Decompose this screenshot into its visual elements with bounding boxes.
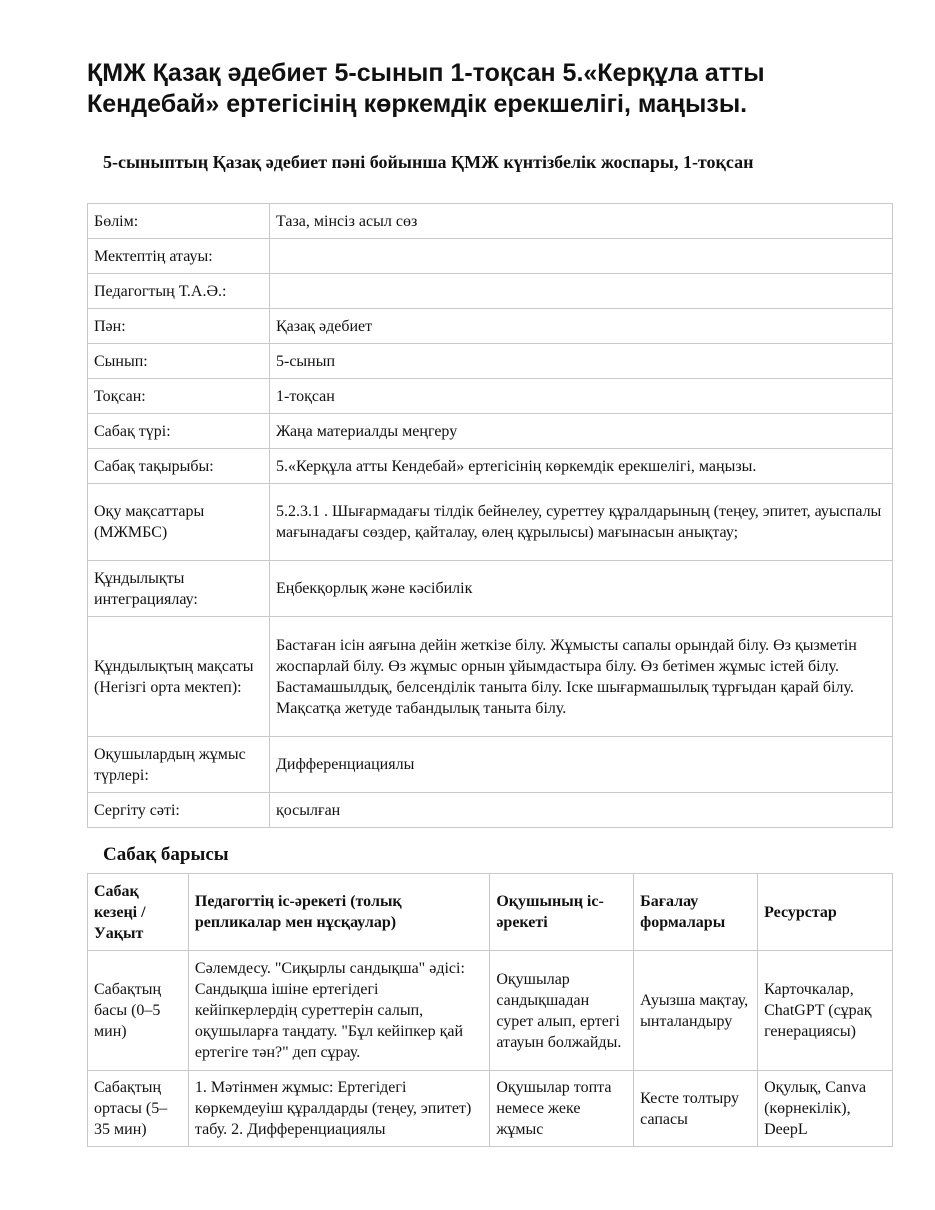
header-resources: Ресурстар (758, 874, 893, 951)
info-row (88, 204, 893, 239)
lesson-info-table (87, 203, 893, 828)
info-label: Оқу мақсаттары (МЖМБС) (88, 484, 270, 561)
lesson-student: Оқушылар топта немесе жеке жұмыс (490, 1071, 634, 1147)
info-value: 5-сынып (270, 344, 893, 379)
lesson-row (88, 1071, 893, 1147)
info-label: Пән: (88, 309, 270, 344)
lesson-student: Оқушылар сандықшадан сурет алып, ертегі атауын болжайды. (490, 951, 634, 1071)
info-row (88, 414, 893, 449)
info-value: Жаңа материалды меңгеру (270, 414, 893, 449)
info-row (88, 561, 893, 617)
info-label: Бөлім: (88, 204, 270, 239)
info-row (88, 274, 893, 309)
info-label: Сабақ тақырыбы: (88, 449, 270, 484)
info-value: 5.«Керқұла атты Кендебай» ертегісінің көркемдік ерекшелігі, маңызы. (270, 449, 893, 484)
lesson-teacher: 1. Мәтінмен жұмыс: Ертегідегі көркемдеуіш құралдарды (теңеу, эпитет) табу. 2. Дифференциациялы (188, 1071, 489, 1147)
info-value: Еңбекқорлық және кәсібилік (270, 561, 893, 617)
lesson-teacher: Сәлемдесу. "Сиқырлы сандықша" әдісі: Сандықша ішіне ертегідегі кейіпкерлердің суреттерін салып, оқушыларға таңдату. "Бұл кейіпкер қай ертегіге тән?" деп сұрау. (188, 951, 489, 1071)
header-teacher: Педагогтің іс-әрекеті (толық репликалар мен нұсқаулар) (188, 874, 489, 951)
info-value: 1-тоқсан (270, 379, 893, 414)
lesson-assessment: Кесте толтыру сапасы (634, 1071, 758, 1147)
info-label: Мектептің атауы: (88, 239, 270, 274)
info-value (270, 274, 893, 309)
info-value: 5.2.3.1 . Шығармадағы тілдік бейнелеу, суреттеу құралдарының (теңеу, эпитет, ауыспалы мағынадағы сөздер, қайталау, өлең құрылысы) мағынасын анықтау; (270, 484, 893, 561)
lesson-stage: Сабақтың басы (0–5 мин) (88, 951, 189, 1071)
info-value: Қазақ әдебиет (270, 309, 893, 344)
lesson-stage: Сабақтың ортасы (5–35 мин) (88, 1071, 189, 1147)
info-label: Сергіту сәті: (88, 793, 270, 828)
info-value: Таза, мінсіз асыл сөз (270, 204, 893, 239)
lesson-flow-table (87, 873, 893, 1147)
header-assessment: Бағалау формалары (634, 874, 758, 951)
info-row (88, 484, 893, 561)
info-label: Тоқсан: (88, 379, 270, 414)
info-label: Құндылықты интеграциялау: (88, 561, 270, 617)
info-value (270, 239, 893, 274)
info-row (88, 379, 893, 414)
info-row (88, 344, 893, 379)
info-row (88, 793, 893, 828)
info-value: Бастаған ісін аяғына дейін жеткізе білу. Жұмысты сапалы орындай білу. Өз қызметін жоспарлай білу. Өз жұмыс орнын ұйымдастыра білу. Өз бетімен жұмыс істей білу. Бастамашылдық, белсенділік таныта білу. Іске шығармашылық тұрғыдан қарай білу. Мақсатқа жетуде табандылық таныта білу. (270, 617, 893, 737)
document-title: ҚМЖ Қазақ әдебиет 5-сынып 1-тоқсан 5.«Керқұла атты Кендебай» ертегісінің көркемдік ерекшелігі, маңызы. (87, 59, 765, 118)
lesson-row (88, 951, 893, 1071)
info-row (88, 239, 893, 274)
info-row (88, 737, 893, 793)
lesson-resources: Карточкалар, ChatGPT (сұрақ генерациясы) (758, 951, 893, 1071)
header-stage: Сабақ кезеңі / Уақыт (88, 874, 189, 951)
header-student: Оқушының іс-әрекеті (490, 874, 634, 951)
plan-subtitle: 5-сыныптың Қазақ әдебиет пәні бойынша ҚМЖ күнтізбелік жоспары, 1-тоқсан (103, 152, 754, 172)
info-label: Сабақ түрі: (88, 414, 270, 449)
info-label: Оқушылардың жұмыс түрлері: (88, 737, 270, 793)
info-label: Құндылықтың мақсаты (Негізгі орта мектеп): (88, 617, 270, 737)
info-label: Педагогтың Т.А.Ә.: (88, 274, 270, 309)
lesson-resources: Оқулық, Canva (көрнекілік), DeepL (758, 1071, 893, 1147)
info-value: Дифференциациялы (270, 737, 893, 793)
info-row (88, 617, 893, 737)
info-row (88, 449, 893, 484)
lesson-section-title: Сабақ барысы (103, 844, 229, 865)
info-value: қосылған (270, 793, 893, 828)
lesson-header-row (88, 874, 893, 951)
info-label: Сынып: (88, 344, 270, 379)
lesson-assessment: Ауызша мақтау, ынталандыру (634, 951, 758, 1071)
info-row (88, 309, 893, 344)
